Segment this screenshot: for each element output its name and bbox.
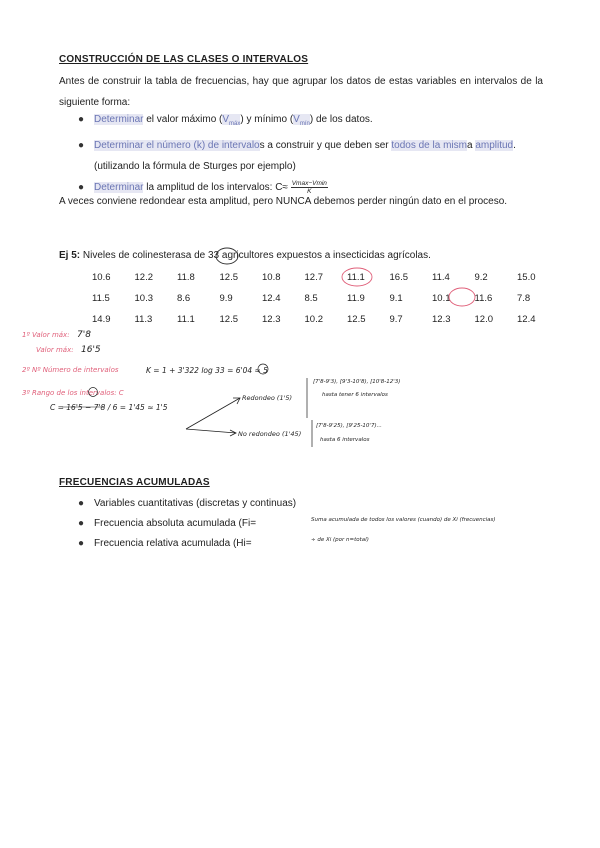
table-cell: 12.5 xyxy=(219,314,238,325)
table-cell: 12.0 xyxy=(474,314,493,325)
hw-branch-bot-note: hasta 6 intervalos xyxy=(320,437,370,443)
hw-step1: 1º Valor máx: xyxy=(22,331,70,339)
accumulated-item: ● Variables cuantitativas (discretas y continuas) xyxy=(78,494,544,514)
table-cell: 14.9 xyxy=(92,314,111,325)
step-item-1: ● Determinar el valor máximo $(V_{máx})$ y mínimo $(V_{mín})$ de los datos. xyxy=(78,109,544,135)
table-cell: 12.7 xyxy=(304,272,323,283)
amplitude-fraction: $\frac{Vmax-Vmin}{K}$ xyxy=(291,179,327,195)
vmax-symbol: $V_{máx}$ xyxy=(222,114,241,127)
table-cell: 9.1 xyxy=(389,293,403,304)
table-cell: 7.8 xyxy=(517,293,531,304)
accumulated-item: ● Frecuencia relativa acumulada (Hi= xyxy=(78,534,544,554)
table-cell: 11.6 xyxy=(474,293,493,304)
table-cell: 10.1 xyxy=(432,293,451,304)
count-circled: 33 xyxy=(207,250,220,261)
table-cell: 12.3 xyxy=(262,314,281,325)
table-cell: 11.8 xyxy=(177,272,195,283)
hw-step1b-val: 16'5 xyxy=(81,345,101,355)
table-cell: 12.5 xyxy=(219,272,238,283)
bullet-icon: ● xyxy=(78,498,85,509)
table-cell: 9.9 xyxy=(219,293,233,304)
hw-branch-top-note: hasta tener 6 intervalos xyxy=(322,392,388,398)
table-cell: 9.7 xyxy=(389,314,403,325)
rounding-note: A veces conviene redondear esta amplitud, pero NUNCA debemos perder ningún dato en el proceso. xyxy=(59,196,508,207)
table-cell: 10.3 xyxy=(134,293,153,304)
table-cell: 12.3 xyxy=(432,314,451,325)
table-cell: 8.5 xyxy=(304,293,318,304)
hw-step2-formula: K = 1 + 3'322 log 33 = 6'04 ≈ 5 xyxy=(146,366,268,375)
hw-fi-note: Suma acumulada de todos los valores (cuando) de Xi (frecuencias) xyxy=(311,517,496,523)
bullet-icon: ● xyxy=(78,114,85,125)
accumulated-list xyxy=(78,494,544,554)
hw-hi-note: ÷ de Xi (por n=total) xyxy=(311,537,369,543)
circle-33 xyxy=(216,248,238,264)
table-cell: 15.0 xyxy=(517,272,536,283)
table-cell: 9.2 xyxy=(474,272,488,283)
hw-branch-top-range: [7'8-9'3), [9'3-10'8), [10'8-12'3) xyxy=(313,379,401,385)
table-cell: 11.1 xyxy=(177,314,195,325)
table-cell: 12.4 xyxy=(262,293,281,304)
table-cell: 10.8 xyxy=(262,272,281,283)
hw-step3-formula: C = 16'5 − 7'8 / 6 = 1'45 ≈ 1'5 xyxy=(50,403,168,412)
accumulated-item: ● Frecuencia absoluta acumulada (Fi= xyxy=(78,514,544,534)
hw-branch-bot-label: No redondeo (1'45) xyxy=(238,430,302,438)
table-cell: 8.6 xyxy=(177,293,191,304)
table-cell: 11.4 xyxy=(432,272,450,283)
table-cell: 10.6 xyxy=(92,272,111,283)
table-cell: 10.2 xyxy=(304,314,323,325)
hw-step3: 3º Rango de los intervalos: C xyxy=(22,389,124,397)
table-cell: 11.5 xyxy=(92,293,110,304)
bullet-icon: ● xyxy=(78,538,85,549)
table-cell: 11.9 xyxy=(347,293,365,304)
table-cell: 12.5 xyxy=(347,314,366,325)
hw-branch-top-label: Redondeo (1'5) xyxy=(242,394,293,402)
intro-paragraph: Antes de construir la tabla de frecuencias, hay que agrupar los datos de estas variables en intervalos de la siguiente forma: xyxy=(59,76,543,108)
table-cell: 11.3 xyxy=(134,314,153,325)
circle-max xyxy=(342,268,372,286)
table-cell: 16.5 xyxy=(389,272,408,283)
section-title-accumulated: FRECUENCIAS ACUMULADAS xyxy=(59,477,210,488)
table-cell: 12.2 xyxy=(134,272,153,283)
step-item-3: ● Determinar la amplitud de los intervalos: C≈ $\frac{Vmax-Vmin}{K}$ xyxy=(78,177,544,198)
exercise-statement: Ej 5: Niveles de colinesterasa de 33 agricultores expuestos a insecticidas agrícolas. xyxy=(59,250,431,261)
hw-step1b: Valor máx: xyxy=(36,346,74,354)
hw-step2: 2º Nº Número de intervalos xyxy=(22,366,119,374)
bullet-icon: ● xyxy=(78,140,85,151)
vmin-symbol: $V_{mín}$ xyxy=(293,114,310,127)
bullet-icon: ● xyxy=(78,182,85,193)
table-cell: 11.1 xyxy=(347,272,365,283)
section-title-intervals: CONSTRUCCIÓN DE LAS CLASES O INTERVALOS xyxy=(59,54,309,65)
hw-branch-bot-range: [7'8-9'25), [9'25-10'7)... xyxy=(316,423,382,429)
bullet-icon: ● xyxy=(78,518,85,529)
table-cell: 12.4 xyxy=(517,314,536,325)
hw-step1-val: 7'8 xyxy=(77,330,91,340)
step-item-2: ● Determinar el número (k) de intervalos a construir y que deben ser todos de la misma amplitud. (utilizando la fórmula de Sturges por ejemplo) xyxy=(78,135,544,177)
circle-min xyxy=(449,288,475,306)
